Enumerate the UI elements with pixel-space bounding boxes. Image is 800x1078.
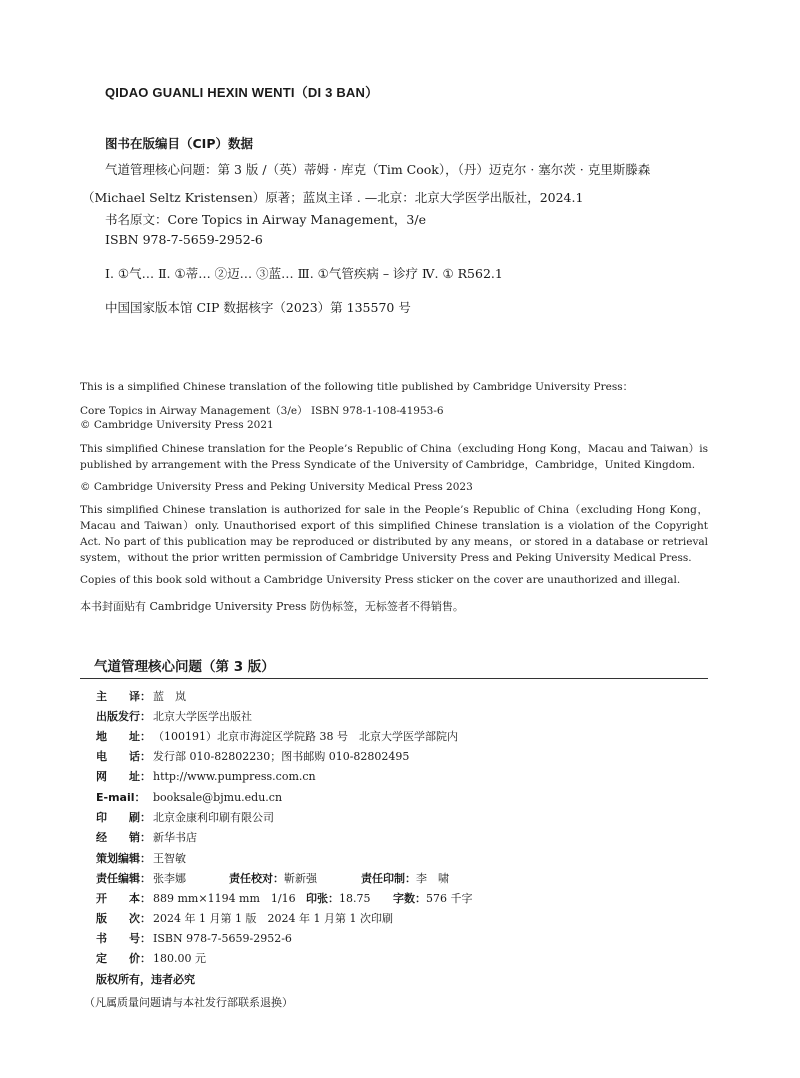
colophon-row (96, 930, 292, 946)
row-label: E-mail： (96, 791, 146, 804)
row-value: 180.00 元 (153, 952, 206, 965)
row-label: 责任编辑： (96, 872, 151, 885)
row-label: 出版发行： (96, 710, 151, 723)
sticker-notice-cn: 本书封面贴有 Cambridge University Press 防伪标签，无标签者不得销售。 (80, 600, 464, 613)
colophon-row (96, 728, 458, 744)
row-value: 靳新强 (284, 872, 317, 885)
editors-row (96, 870, 449, 886)
row-value: 2024 年 1 月第 1 版 2024 年 1 月第 1 次印刷 (153, 912, 393, 925)
original-title: Core Topics in Airway Management（3/e） ISBN 978-1-108-41953-6 (80, 405, 444, 417)
row-value: 王智敏 (153, 852, 186, 865)
colophon-row (96, 829, 197, 845)
row-label: 电 话： (96, 750, 151, 763)
row-label: 印张： (306, 892, 339, 905)
row-value: 张李娜 (153, 872, 186, 885)
cip-line: 书名原文：Core Topics in Airway Management，3/e (105, 212, 426, 227)
row-value: ISBN 978-7-5659-2952-6 (153, 932, 292, 945)
row-value: booksale@bjmu.edu.cn (153, 791, 283, 804)
row-label: 策划编辑： (96, 852, 151, 865)
row-label: 定 价： (96, 952, 151, 965)
row-value: 北京金康利印刷有限公司 (153, 811, 274, 824)
cip-isbn: ISBN 978-7-5659-2952-6 (105, 232, 263, 247)
colophon-row (96, 688, 186, 704)
cip-line: 气道管理核心问题：第 3 版 /（英）蒂姆 · 库克（Tim Cook），（丹）迈克尔 · 塞尔茨 · 克里斯滕森 (105, 162, 651, 177)
row-label: 字数： (393, 892, 426, 905)
colophon-row (96, 910, 393, 926)
row-value: 889 mm×1194 mm 1/16 (153, 892, 296, 905)
row-label: 版 次： (96, 912, 151, 925)
row-label: 责任校对： (229, 872, 284, 885)
colophon-row (96, 950, 206, 966)
cip-classification: Ⅰ. ①气… Ⅱ. ①蒂… ②迈… ③蓝… Ⅲ. ①气管疾病 – 诊疗 Ⅳ. ① R562.1 (105, 266, 503, 281)
pinyin-title: QIDAO GUANLI HEXIN WENTI（DI 3 BAN） (105, 85, 379, 100)
row-value: 李 啸 (416, 872, 449, 885)
colophon-row (96, 768, 316, 784)
row-value: 18.75 (339, 892, 371, 905)
row-value: 576 千字 (426, 892, 473, 905)
colophon-title: 气道管理核心问题（第 3 版） (94, 659, 275, 675)
row-label: 地 址： (96, 730, 151, 743)
english-intro: This is a simplified Chinese translation of the following title published by Cambridge University Press： (80, 381, 634, 393)
row-label: 印 刷： (96, 811, 151, 824)
row-value: 新华书店 (153, 831, 197, 844)
arrangement-paragraph: This simplified Chinese translation for the People’s Republic of China（excluding Hong Kong，Macau and Taiwan）is published by arrangement with the Press Syndicate of the University of Cambridge，Cambridge，United Kingdom. (80, 443, 708, 471)
row-label: 书 号： (96, 932, 151, 945)
row-label: 开 本： (96, 892, 151, 905)
row-label: 主 译： (96, 690, 151, 703)
row-value: 北京大学医学出版社 (153, 710, 252, 723)
rights-statement: 版权所有，违者必究 (96, 973, 195, 986)
colophon-row (96, 789, 282, 805)
sticker-notice-en: Copies of this book sold without a Cambridge University Press sticker on the cover are unauthorized and illegal. (80, 574, 681, 586)
format-row (96, 890, 473, 906)
colophon-row (96, 748, 409, 764)
colophon-row (96, 850, 186, 866)
row-label: 经 销： (96, 831, 151, 844)
row-value: 蓝 岚 (153, 690, 186, 703)
cip-record-number: 中国国家版本馆 CIP 数据核字（2023）第 135570 号 (105, 300, 411, 315)
row-label: 网 址： (96, 770, 151, 783)
cip-heading: 图书在版编目（CIP）数据 (105, 136, 253, 151)
colophon-row (96, 708, 252, 724)
row-value: （100191）北京市海淀区学院路 38 号 北京大学医学部院内 (153, 730, 458, 743)
divider (80, 678, 708, 679)
cip-line: （Michael Seltz Kristensen）原著；蓝岚主译 . —北京：北京大学医学出版社，2024.1 (82, 190, 584, 205)
return-notice: （凡属质量问题请与本社发行部联系退换） (84, 996, 293, 1009)
colophon-row (96, 809, 274, 825)
row-label: 责任印制： (361, 872, 416, 885)
row-value: http://www.pumpress.com.cn (153, 770, 316, 783)
copyright-translation: © Cambridge University Press and Peking University Medical Press 2023 (80, 481, 473, 493)
row-value: 发行部 010-82802230；图书邮购 010-82802495 (153, 750, 410, 763)
copyright-original: © Cambridge University Press 2021 (80, 419, 274, 431)
authorized-paragraph: This simplified Chinese translation is authorized for sale in the People’s Republic of China（excluding Hong Kong，Macau and Taiwan）only. Unauthorised export of this simplified Chinese translation is a violation of the Copyright Act. No part of this publication may be reproduced or distributed by any means，or stored in a database or retrieval system，without the prior written permission of Cambridge University Press and Peking University Medical Press. (80, 504, 708, 564)
